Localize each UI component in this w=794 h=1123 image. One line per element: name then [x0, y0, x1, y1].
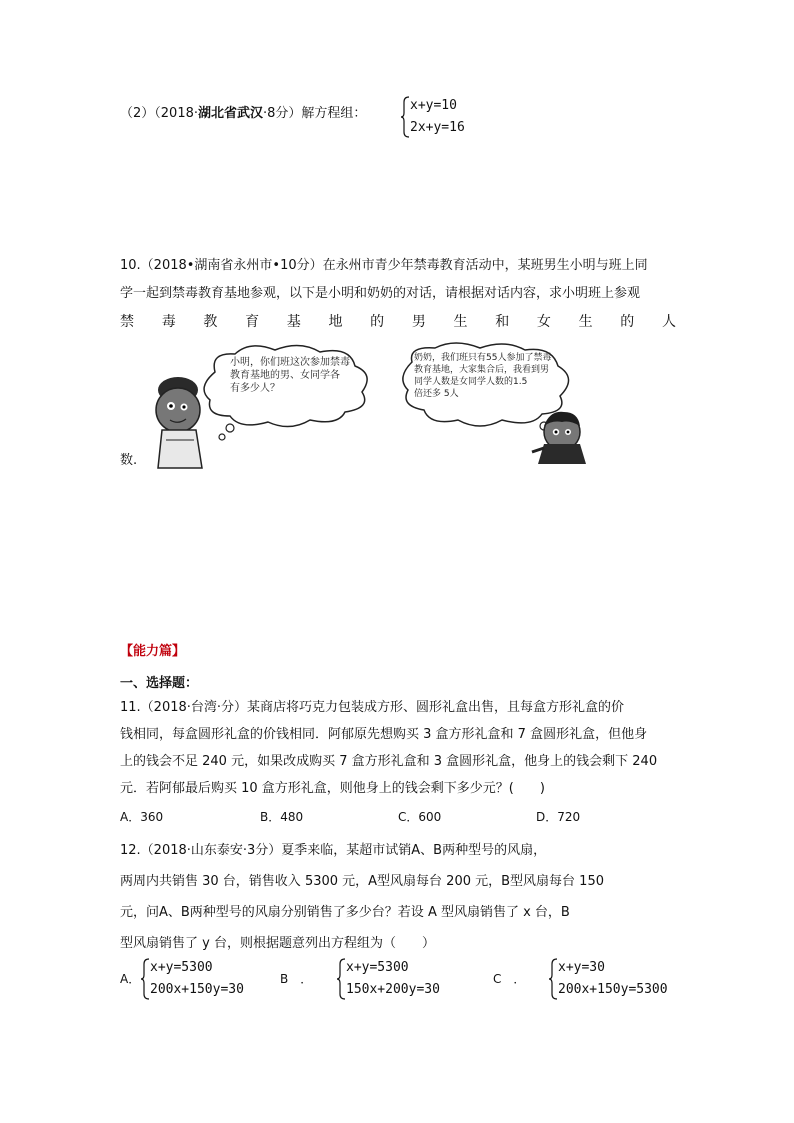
q10-char: 教 [203, 314, 218, 330]
q10-line2: 学一起到禁毒教育基地参观，以下是小明和奶奶的对话，请根据对话内容，求小明班上参观 [120, 286, 641, 301]
q11-line1: 11.（2018·台湾·分）某商店将巧克力包装成方形、圆形礼盒出售，且每盒方形礼盒的价 [120, 700, 625, 715]
brace-icon [400, 96, 410, 138]
subsection-title: 一、选择题： [120, 676, 199, 691]
xiaoming-speech-line: 倍还多 5人 [414, 389, 459, 399]
grandma-speech [230, 356, 360, 395]
q10-char: 基 [286, 314, 301, 330]
q9-suffix: ·8分）解方程组： [263, 106, 367, 121]
q10-char: 的 [370, 314, 385, 330]
q12-option-b-system [336, 958, 466, 1002]
q12-c-eq1: x+y=30 [558, 960, 605, 975]
q12-a-eq2: 200x+150y=30 [150, 982, 244, 997]
brace-icon [336, 958, 346, 1000]
q10-illustration [140, 340, 600, 470]
section-title [120, 642, 185, 662]
q11-option-b: B．480 [260, 810, 304, 824]
q10-line4: 数. [120, 453, 138, 468]
q11-option-c: C．600 [398, 810, 442, 824]
q9-prefix: （2）（2018· [120, 106, 198, 121]
q12-b-eq1: x+y=5300 [346, 960, 409, 975]
q10-char: 毒 [161, 314, 176, 330]
q9-eq2: 2x+y=16 [410, 120, 465, 135]
q10-char: 的 [620, 314, 635, 330]
q12-option-c-system [548, 958, 688, 1002]
grandma-figure [156, 377, 202, 468]
q12-option-c-label: C ． [493, 972, 526, 986]
q10-char: 人 [661, 314, 676, 330]
q12-option-a-label: A． [120, 972, 141, 986]
q10-line3 [120, 311, 676, 331]
q11-line4: 元．若阿郁最后购买 10 盒方形礼盒，则他身上的钱会剩下多少元？( ) [120, 781, 545, 796]
q10-char: 地 [328, 314, 343, 330]
grandma-speech-line: 小明，你们班这次参加禁毒 [230, 357, 350, 368]
q10-char: 和 [495, 314, 510, 330]
xiaoming-speech-line: 同学人数是女同学人数的1.5 [414, 377, 528, 387]
q9-source: 湖北省武汉 [198, 106, 264, 121]
q10-char: 女 [536, 314, 551, 330]
q12-line3: 元，问A、B两种型号的风扇分别销售了多少台？若设 A 型风扇销售了 x 台，B [120, 905, 570, 920]
xiaoming-figure [532, 412, 586, 464]
q12-a-eq1: x+y=5300 [150, 960, 213, 975]
q10-char: 生 [453, 314, 468, 330]
brace-icon [140, 958, 150, 1000]
q11-option-a: A．360 [120, 810, 164, 824]
brace-icon [548, 958, 558, 1000]
q9-equation-system [400, 96, 490, 140]
xiaoming-speech [414, 352, 564, 400]
xiaoming-speech-line: 教育基地，大家集合后，我看到男 [414, 365, 550, 375]
q12-line4: 型风扇销售了 y 台，则根据题意列出方程组为（ ） [120, 936, 435, 951]
q10-char: 禁 [120, 314, 134, 330]
q12-line2: 两周内共销售 30 台，销售收入 5300 元，A型风扇每台 200 元，B型风扇每台 150 [120, 874, 604, 889]
ability-heading: 【能力篇】 [120, 644, 186, 659]
q9-part2-stem [120, 104, 366, 124]
q9-eq1: x+y=10 [410, 98, 457, 113]
q11-line2: 钱相同，每盒圆形礼盒的价钱相同．阿郁原先想购买 3 盒方形礼盒和 7 盒圆形礼盒，但他身 [120, 727, 648, 742]
q10-char: 生 [578, 314, 593, 330]
q12-b-eq2: 150x+200y=30 [346, 982, 440, 997]
q10-char: 男 [411, 314, 426, 330]
grandma-speech-line: 教育基地的男、女同学各 [230, 370, 340, 381]
q12-option-a-system [140, 958, 270, 1002]
xiaoming-speech-line: 奶奶，我们班只有55人参加了禁毒 [414, 353, 552, 363]
q12-c-eq2: 200x+150y=5300 [558, 982, 668, 997]
q12-option-b-label: B ． [280, 972, 313, 986]
q12-line1: 12.（2018·山东泰安·3分）夏季来临，某超市试销A、B两种型号的风扇， [120, 843, 547, 858]
q11-line3: 上的钱会不足 240 元，如果改成购买 7 盒方形礼盒和 3 盒圆形礼盒，他身上的钱会剩下 240 [120, 754, 658, 769]
q10-line1: 10.（2018•湖南省永州市•10分）在永州市青少年禁毒教育活动中，某班男生小明与班上同 [120, 258, 648, 273]
q10-char: 育 [245, 314, 260, 330]
q11-option-d: D．720 [536, 810, 581, 824]
grandma-speech-line: 有多少人？ [230, 383, 280, 394]
